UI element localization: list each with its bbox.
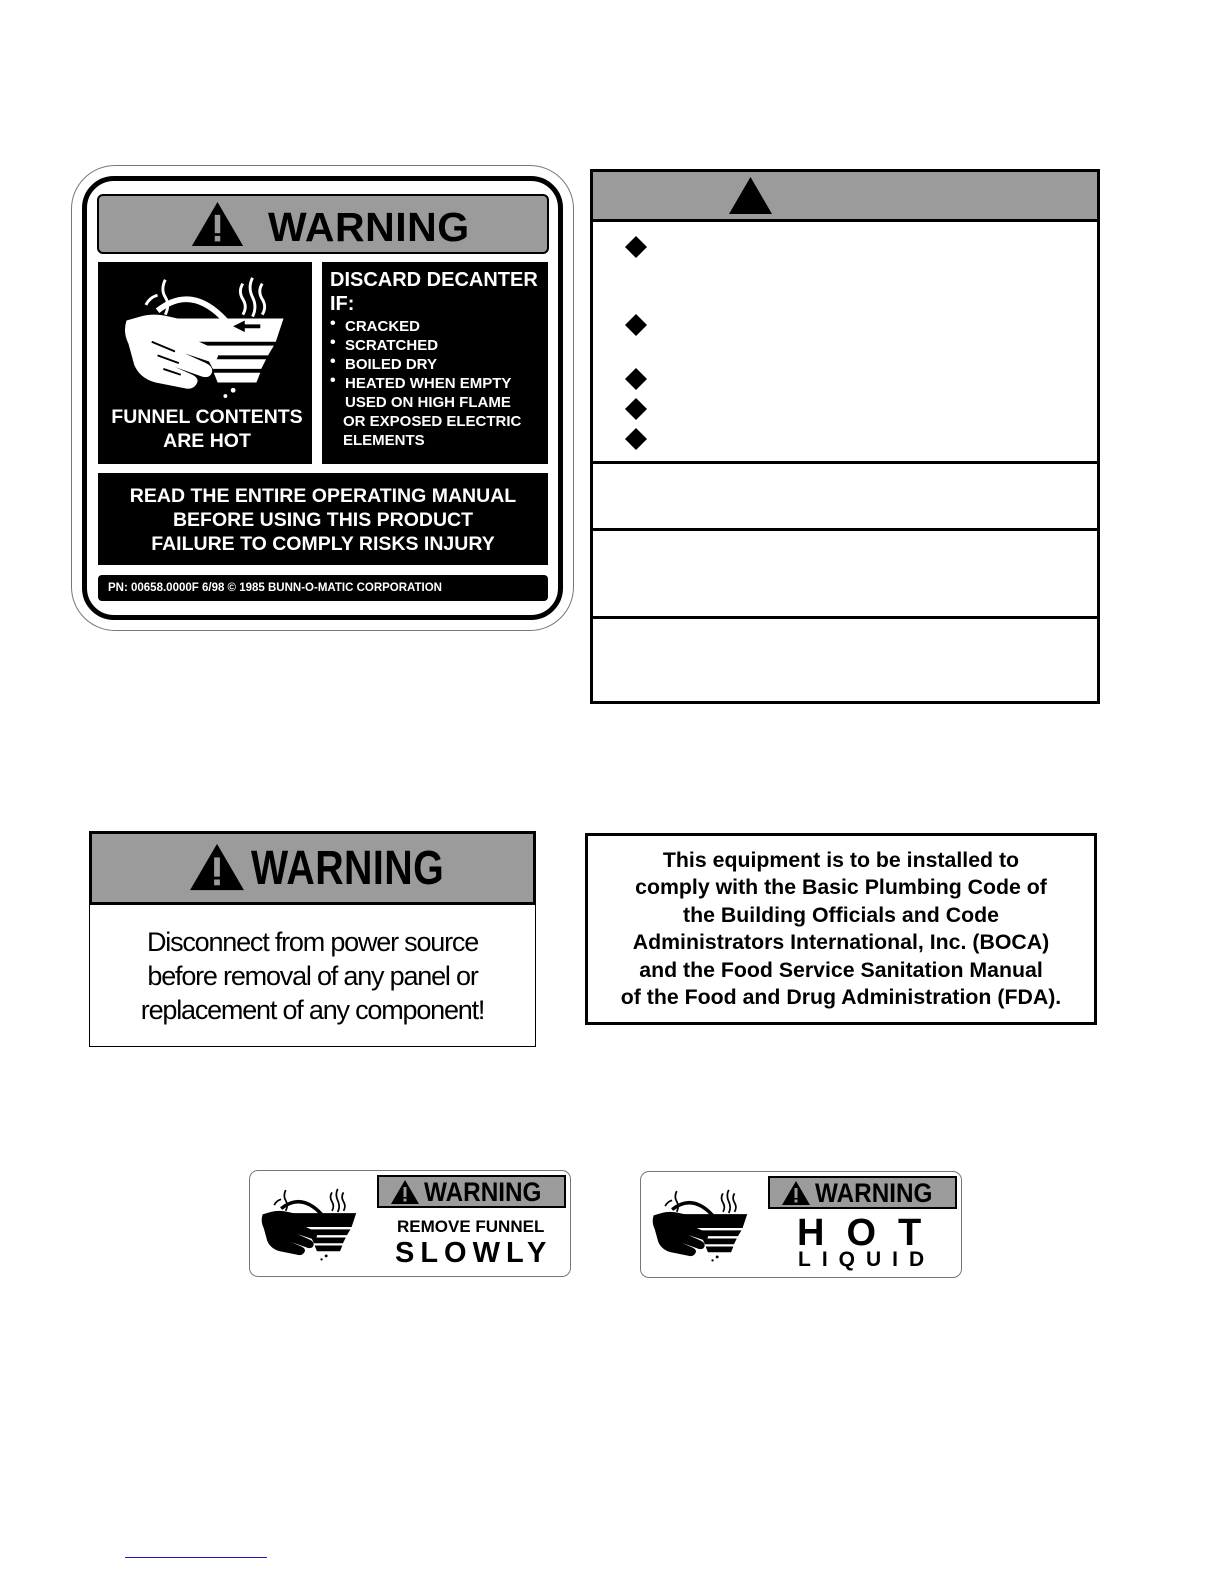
condition-item: • CRACKED xyxy=(330,315,420,335)
plumbing-notice-line: This equipment is to be installed to xyxy=(662,848,1020,872)
table-divider xyxy=(593,528,1097,531)
slowly-text: SLOWLY xyxy=(395,1237,553,1269)
plumbing-notice-line: comply with the Basic Plumbing Code of xyxy=(635,875,1047,899)
warning-triangle-icon xyxy=(728,176,773,215)
sticker-warning-title: WARNING xyxy=(424,1177,542,1207)
warning-triangle-icon xyxy=(781,1180,811,1206)
power-warning-line: replacement of any component! xyxy=(140,995,485,1025)
condition-item: ELEMENTS xyxy=(343,432,425,449)
hot-text: HOT xyxy=(797,1212,944,1254)
diamond-bullet-icon xyxy=(625,398,647,420)
diamond-bullet-icon xyxy=(625,236,647,258)
funnel-contents-caption: FUNNEL CONTENTS ARE HOT xyxy=(111,406,303,452)
plumbing-notice-line: Administrators International, Inc. (BOCA) xyxy=(632,930,1050,954)
read-manual-line: READ THE ENTIRE OPERATING MANUAL xyxy=(129,485,517,507)
hand-funnel-hot-icon xyxy=(258,1183,362,1263)
plumbing-notice-line: and the Food Service Sanitation Manual xyxy=(639,958,1043,982)
hand-funnel-hot-icon xyxy=(118,272,294,398)
power-warning-line: before removal of any panel or xyxy=(147,961,478,991)
warning-triangle-icon xyxy=(188,842,246,892)
sticker-warning-title: WARNING xyxy=(815,1178,933,1208)
plumbing-notice-line: of the Food and Drug Administration (FDA). xyxy=(620,985,1062,1009)
diamond-bullet-icon xyxy=(625,428,647,450)
part-number-bar: PN: 00658.0000F 6/98 © 1985 BUNN-O-MATIC CORPORATION xyxy=(98,575,548,601)
power-warning-title: WARNING xyxy=(251,842,445,895)
plumbing-notice-line: the Building Officials and Code xyxy=(683,903,999,927)
blank-warning-header xyxy=(593,172,1097,222)
diamond-bullet-icon xyxy=(625,314,647,336)
condition-item: • BOILED DRY xyxy=(330,353,437,373)
condition-item: • HEATED WHEN EMPTY xyxy=(330,372,512,392)
warning-triangle-icon xyxy=(390,1179,420,1205)
liquid-text: LIQUID xyxy=(798,1248,936,1271)
blank-warning-table xyxy=(590,169,1100,704)
condition-item: OR EXPOSED ELECTRIC xyxy=(343,413,522,430)
decanter-warning-title: WARNING xyxy=(268,204,470,250)
discard-decanter-title: DISCARD DECANTER IF: xyxy=(330,269,538,315)
condition-item: USED ON HIGH FLAME xyxy=(345,394,511,411)
condition-item: • SCRATCHED xyxy=(330,334,439,354)
table-divider xyxy=(593,461,1097,464)
remove-funnel-text: REMOVE FUNNEL xyxy=(397,1217,545,1236)
diamond-bullet-icon xyxy=(625,368,647,390)
footer-rule xyxy=(125,1557,267,1558)
hand-funnel-hot-icon xyxy=(649,1184,753,1264)
power-warning-line: Disconnect from power source xyxy=(146,927,479,957)
warning-triangle-icon xyxy=(190,200,245,248)
read-manual-line: FAILURE TO COMPLY RISKS INJURY xyxy=(151,533,495,555)
table-divider xyxy=(593,616,1097,619)
read-manual-line: BEFORE USING THIS PRODUCT xyxy=(172,509,474,531)
